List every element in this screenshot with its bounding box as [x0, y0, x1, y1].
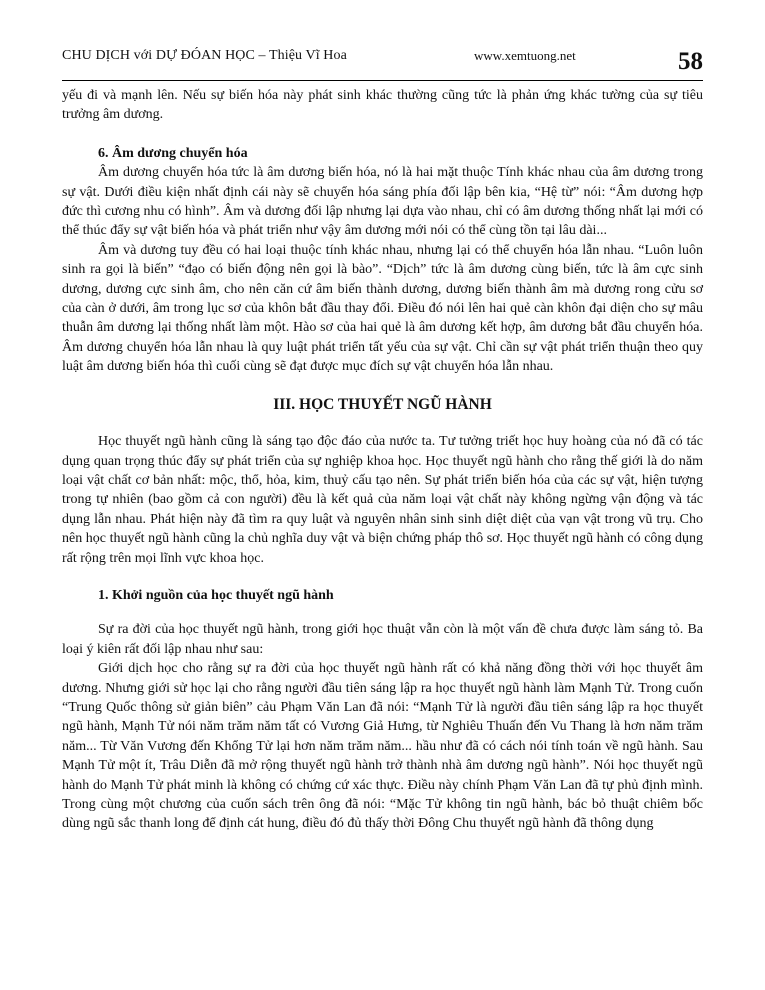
page-number: 58 — [678, 48, 703, 75]
website-url[interactable]: www.xemtuong.net — [474, 48, 576, 63]
subsection-heading: 1. Khởi nguồn của học thuyết ngũ hành — [98, 587, 334, 603]
subsection-heading: 6. Âm dương chuyển hóa — [98, 145, 248, 161]
paragraph: Sự ra đời của học thuyết ngũ hành, trong giới học thuật vẫn còn là một vấn đề chưa được làm sáng tỏ. Ba loại ý kiên rất đối lập nhau như sau: — [62, 622, 703, 657]
page-header — [62, 44, 703, 81]
section-heading: III. HỌC THUYẾT NGŨ HÀNH — [273, 395, 492, 413]
paragraph: Âm và dương tuy đều có hai loại thuộc tính khác nhau, nhưng lại có thể chuyển hóa lẫn nhau. “Luôn luôn sinh ra gọi là biến” “đạo có biến động nên gọi là bào”. “Dịch” tức là âm dương cùng biến, tức là âm cực sinh dương, dương cực sinh âm, cho nên căn cứ âm biến thành dương, dương biến thành âm mà dương rong cửu sơ của càn ở dưới, âm trong lục sơ của khôn bắt đầu thay đổi. Điều đó nói lên hai quẻ càn khôn đại diện cho sự mâu thuẫn âm dương lại thống nhất làm một. Hào sơ của hai quẻ là âm dương kết hợp, âm dương bắt đầu chuyển hóa. Âm dương chuyển hóa lẫn nhau là quy luật phát triển tất yếu của sự vật. Chỉ cần sự vật phát triển thuận theo quy luật âm dương biến hóa thì cuối cùng sẽ đạt được mục đích sự vật chuyển hóa lẫn nhau. — [62, 242, 703, 375]
document-body — [62, 86, 703, 834]
paragraph: Học thuyết ngũ hành cũng là sáng tạo độc đáo của nước ta. Tư tưởng triết học huy hoàng của nó đã có tác dụng quan trọng thúc đẩy sự phát triển của sự nghiệp khoa học. Học thuyết ngũ hành cho rằng thế giới là do năm loại vật chất cơ bản nhất: mộc, thổ, hỏa, kim, thuỷ cấu tạo nên. Sự phát triển biến hóa của các sự vật, hiện tượng trong tự nhiên (bao gồm cả con người) đều là kết quả của năm loại vật chất này không ngừng vận động và tác dụng lẫn nhau. Phát hiện này đã tìm ra quy luật và nguyên nhân sinh sinh diệt diệt của vạn vật trong vũ trụ. Cho nên học thuyết ngũ hành cũng la chủ nghĩa duy vật và biện chứng pháp thô sơ. Học thuyết ngũ hành có công dụng rất rộng trên mọi lĩnh vực khoa học. — [62, 434, 703, 566]
paragraph: Âm dương chuyển hóa tức là âm dương biến hóa, nó là hai mặt thuộc Tính khác nhau của âm dương trong sự vật. Dưới điều kiện nhất định cái này sẽ chuyển hóa sáng phía đối lập bên kia, “Hệ từ” nói: “Âm dương hợp đức thì cương nhu có hình”. Âm và dương đối lập nhưng lại dựa vào nhau, chỉ có âm dương thống nhất lại mới có thể thúc đẩy sự vật biến hóa và phát triển như vậy âm dương mới nói có thể cùng tồn tại lâu dài... — [62, 165, 703, 239]
paragraph: Giới dịch học cho rằng sự ra đời của học thuyết ngũ hành rất có khả năng đồng thời với học thuyết âm dương. Nhưng giới sử học lại cho rằng người đầu tiên sáng lập ra học thuyết ngũ hành làm Mạnh Tử. Trong cuốn “Trung Quốc thông sử giản biên” cảu Phạm Văn Lan đã nói: “Mạnh Tử là người đầu tiên sáng lập ra học thuyết ngũ hành, Mạnh Tử nói năm trăm năm tất có Vương Giả Hưng, từ Nghiêu Thuấn đến Vu Thang là hơn năm trăm năm... Từ Văn Vương đến Khổng Tử lại hơn năm trăm năm... hầu như đã có cách nói tính toán về ngũ hành. Sau Mạnh Tử một ít, Trâu Diễn đã mở rộng thuyết ngũ hành trở thành nhà âm dương ngũ hành”. Nói học thuyết ngũ hành do Mạnh Tử phát minh là không có chứng cứ xác thực. Điều này chính Phạm Văn Lan đã tự phủ định mình. Trong cùng một chương của cuốn sách trên ông đã nói: “Mặc Tử không tin ngũ hành, bác bỏ thuật chiêm bốc dùng ngũ sắc thanh long để định cát hung, điều đó đủ thấy thời Đông Chu thuyết ngũ hành đã thông dụng — [62, 661, 703, 832]
book-title: CHU DỊCH với DỰ ĐÓAN HỌC – Thiệu Vĩ Hoa — [62, 48, 347, 63]
paragraph: yếu đi và mạnh lên. Nếu sự biến hóa này phát sinh khác thường cũng tức là phản ứng khác tường của sự tiêu trưởng âm dương. — [62, 88, 703, 123]
